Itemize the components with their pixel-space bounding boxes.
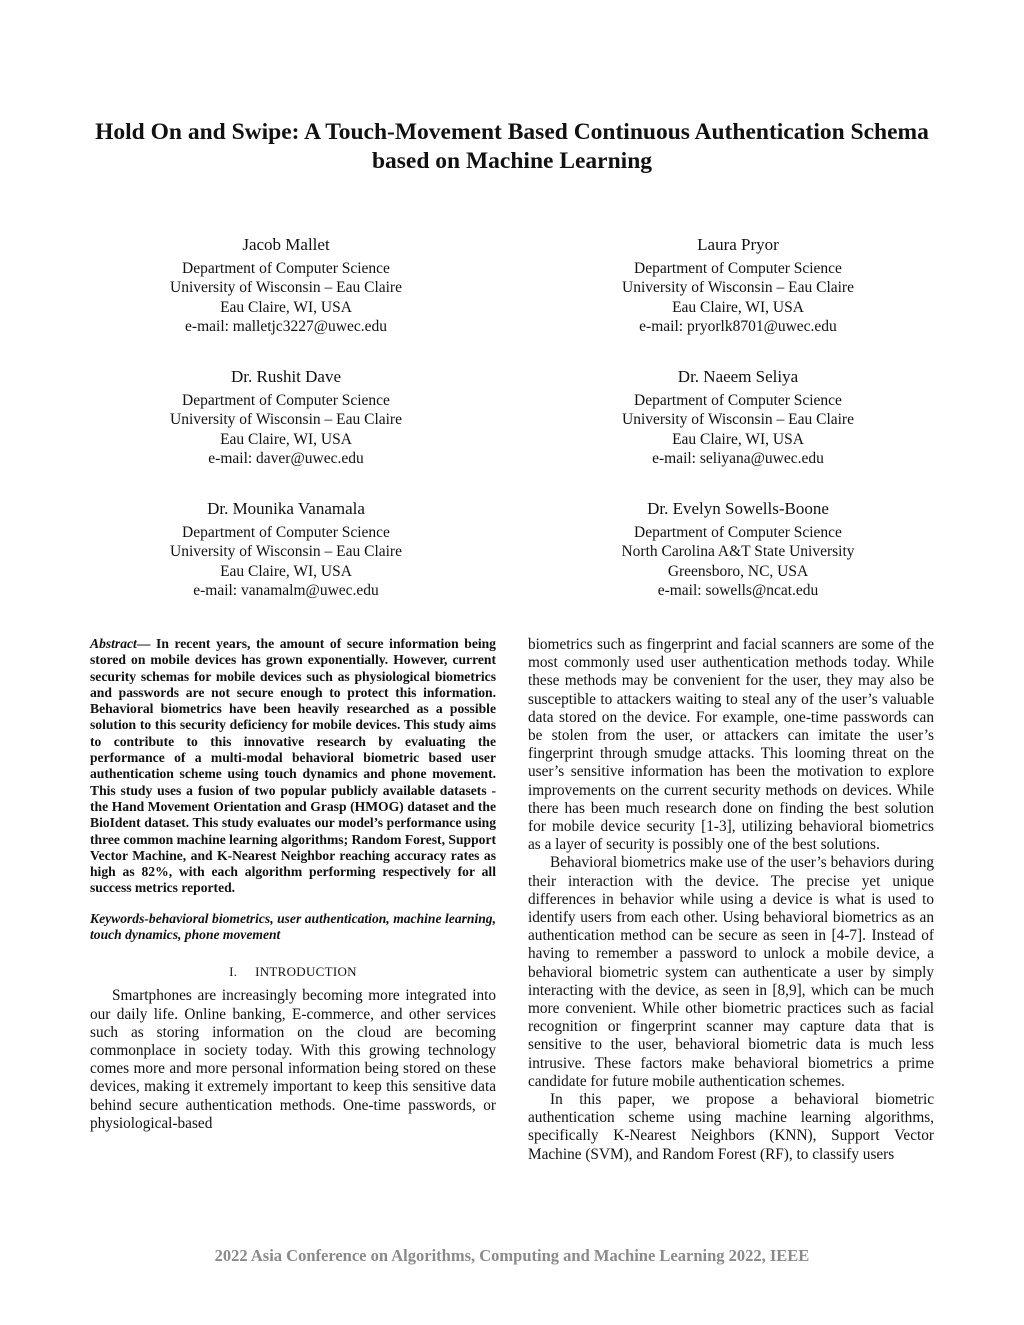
abstract-label: Abstract [90, 636, 137, 651]
intro-paragraph-1: Smartphones are increasingly becoming more integrated into our daily life. Online banking, E-commerce, and other services such as storing information on the cloud are becoming commonplace in society today. With this growing technology comes more and more personal information being stored on these devices, making it extremely important to keep this sensitive data behind secure authentication methods. One-time passwords, or physiological-based [90, 987, 496, 1132]
author-location: Greensboro, NC, USA [667, 562, 809, 580]
title-line-1: Hold On and Swipe: A Touch-Movement Based Continuous Authentication Schema [95, 119, 929, 145]
intro-paragraph-1-continued: biometrics such as fingerprint and facial scanners are some of the most commonly used user authentication methods today. While these methods may be convenient for the user, they may also be susceptible to attackers waiting to steal any of the user’s valuable data stored on the device. For example, one-time passwords can be stolen from the user, or attackers can imitate the user’s fingerprint through smudge attacks. This looming threat on the user’s sensitive information has been the motivation to explore improvements on the current security methods on devices. While there has been much research done on finding the best solution for mobile device security [1-3], utilizing behavioral biometrics as a layer of security is possibly one of the best solutions. [528, 636, 934, 854]
section-title: INTRODUCTION [255, 964, 357, 980]
author-email: e-mail: seliyana@uwec.edu [652, 449, 824, 467]
author-location: Eau Claire, WI, USA [672, 298, 804, 316]
author-name: Jacob Mallet [242, 235, 330, 254]
right-column [528, 636, 934, 1164]
author-email: e-mail: daver@uwec.edu [208, 449, 364, 467]
author-department: Department of Computer Science [182, 524, 390, 541]
author-name: Dr. Evelyn Sowells-Boone [647, 499, 829, 518]
author-location: Eau Claire, WI, USA [672, 430, 804, 448]
author-block-6 [538, 498, 938, 600]
author-university: University of Wisconsin – Eau Claire [622, 279, 854, 297]
author-email: e-mail: sowells@ncat.edu [657, 581, 819, 599]
author-location: Eau Claire, WI, USA [220, 430, 352, 448]
section-heading-introduction [90, 963, 496, 980]
author-department: Department of Computer Science [182, 260, 390, 277]
abstract-dash: — [136, 636, 157, 651]
author-department: Department of Computer Science [634, 524, 842, 541]
author-name: Dr. Naeem Seliya [677, 367, 799, 386]
author-block-1 [86, 234, 486, 336]
author-location: Eau Claire, WI, USA [220, 562, 352, 580]
intro-paragraph-2: Behavioral biometrics make use of the user’s behaviors during their interaction with the device. The precise yet unique differences in behavior while using a device is what is used to identify users from each other. Using behavioral biometrics as an authentication method can be secure as seen in [4-7]. Instead of having to remember a password to unlock a mobile device, a behavioral biometric system can authenticate a user by simply interacting with the device, as seen in [8,9], which can be much more convenient. While other biometric practices such as facial recognition or fingerprint scanner may capture data that is sensitive to the user, behavioral biometric data is much less intrusive. These factors make behavioral biometrics a prime candidate for future mobile authentication schemes. [528, 854, 934, 1090]
author-email: e-mail: pryorlk8701@uwec.edu [639, 317, 837, 335]
abstract-text: In recent years, the amount of secure information being stored on mobile devices has grown exponentially. However, current security schemas for mobile devices such as physiological biometrics and passwords are not secure enough to protect this information. Behavioral biometrics have been heavily researched as a possible solution to this security deficiency for mobile devices. This study aims to contribute to this innovative research by evaluating the performance of a multi-modal behavioral biometric based user authentication scheme using touch dynamics and phone movement. This study uses a fusion of two popular publicly available datasets - the Hand Movement Orientation and Grasp (HMOG) dataset and the BioIdent dataset. This study evaluates our model’s performance using three common machine learning algorithms; Random Forest, Support Vector Machine, and K-Nearest Neighbor reaching accuracy rates as high as 82%, with each algorithm performing respectively for all success metrics reported. [90, 636, 496, 896]
author-department: Department of Computer Science [634, 392, 842, 409]
section-number: I. [229, 964, 238, 980]
title-line-2: based on Machine Learning [371, 148, 653, 174]
author-email: e-mail: malletjc3227@uwec.edu [185, 317, 387, 335]
left-column [90, 636, 496, 1133]
author-location: Eau Claire, WI, USA [220, 298, 352, 316]
author-university: North Carolina A&T State University [621, 543, 855, 561]
author-university: University of Wisconsin – Eau Claire [170, 543, 402, 561]
author-block-3 [86, 366, 486, 468]
author-name: Laura Pryor [697, 235, 779, 254]
author-department: Department of Computer Science [182, 392, 390, 409]
author-email: e-mail: vanamalm@uwec.edu [193, 581, 379, 599]
author-university: University of Wisconsin – Eau Claire [170, 279, 402, 297]
author-university: University of Wisconsin – Eau Claire [622, 411, 854, 429]
conference-footer: 2022 Asia Conference on Algorithms, Computing and Machine Learning 2022, IEEE [214, 1246, 810, 1265]
author-university: University of Wisconsin – Eau Claire [170, 411, 402, 429]
author-block-2 [538, 234, 938, 336]
author-block-4 [538, 366, 938, 468]
intro-paragraph-3: In this paper, we propose a behavioral biometric authentication scheme using machine learning algorithms, specifically K-Nearest Neighbors (KNN), Support Vector Machine (SVM), and Random Forest (RF), to classify users [528, 1091, 934, 1163]
keywords: Keywords-behavioral biometrics, user authentication, machine learning, touch dynamics, phone movement [90, 910, 496, 943]
author-name: Dr. Mounika Vanamala [207, 499, 365, 518]
author-name: Dr. Rushit Dave [230, 367, 342, 386]
paper-title [60, 118, 964, 176]
author-block-5 [86, 498, 486, 600]
author-department: Department of Computer Science [634, 260, 842, 277]
abstract [90, 636, 496, 897]
